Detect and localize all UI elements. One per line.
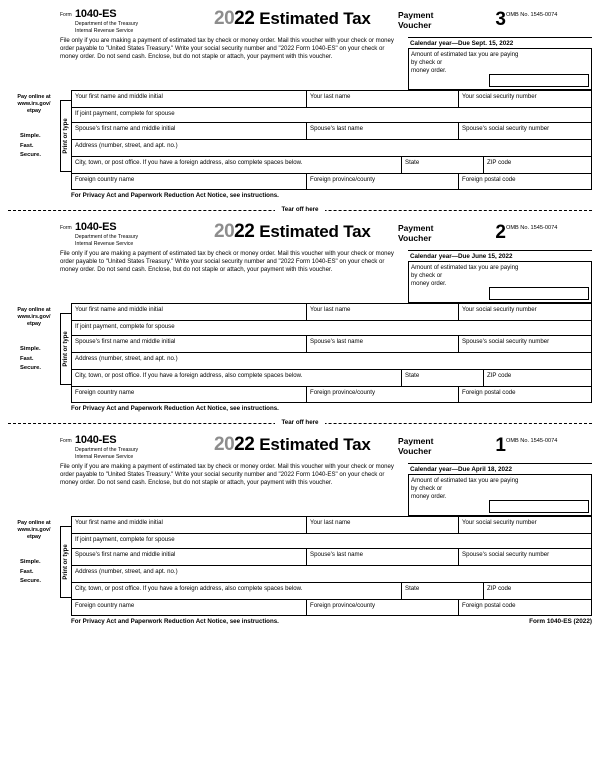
instructions-text: File only if you are making a payment of estimated tax by check or money order. Mail this voucher with your check or money order payable to "United States Treasury." Write your social security number and "2022 Form 1040-ES" on your check or money order. Do not send cash. Enclose, but do not staple or attach, your payment with this voucher. <box>60 37 394 61</box>
payment-voucher-block <box>398 8 506 38</box>
amount-label-2: by check or <box>411 59 443 66</box>
last-name-field[interactable]: Your last name <box>307 517 459 533</box>
secure-label: Secure. <box>20 365 41 371</box>
ssn-field[interactable]: Your social security number <box>462 306 537 313</box>
tear-off-label: Tear off here <box>275 206 324 213</box>
amount-entry-field[interactable] <box>489 287 589 300</box>
pay-online-line-2: www.irs.gov/ <box>17 527 51 533</box>
amount-paying-box <box>408 49 592 90</box>
fast-label: Fast. <box>20 568 34 575</box>
state-field[interactable]: State <box>402 583 484 599</box>
fast-label: Fast. <box>20 355 34 362</box>
voucher-number: 1 <box>495 435 506 456</box>
foreign-province-field[interactable]: Foreign province/county <box>307 174 459 189</box>
pay-online-line-2: www.irs.gov/ <box>17 101 51 107</box>
pay-online-line-1: Pay online at <box>17 520 51 526</box>
zip-field[interactable]: ZIP code <box>487 372 512 379</box>
zip-field[interactable]: ZIP code <box>487 585 512 592</box>
instructions-block <box>60 37 408 90</box>
foreign-row <box>72 600 591 615</box>
privacy-notice: For Privacy Act and Paperwork Reduction Act Notice, see instructions. <box>71 405 279 412</box>
agency-line-1: Department of the Treasury <box>75 21 139 27</box>
form-footer: Form 1040-ES (2022) <box>529 618 592 625</box>
print-or-type-label: Print or type <box>63 331 69 367</box>
privacy-notice: For Privacy Act and Paperwork Reduction Act Notice, see instructions. <box>71 618 279 625</box>
pay-online-line-3: etpay <box>26 534 42 540</box>
form-number: 1040-ES <box>75 434 117 446</box>
spouse-last-name-field[interactable]: Spouse's last name <box>307 549 459 565</box>
joint-row <box>72 108 591 123</box>
agency-line-2: Internal Revenue Service <box>75 241 134 248</box>
form-word-label: Form <box>60 12 72 18</box>
voucher-header <box>8 221 592 251</box>
amount-block <box>408 250 592 303</box>
amount-label-3: money order. <box>411 493 447 500</box>
title-text: Estimated Tax <box>259 222 371 241</box>
simple-fast-secure <box>8 345 58 374</box>
form-word-label: Form <box>60 438 72 444</box>
tear-off-divider-2 <box>8 419 592 428</box>
amount-block <box>408 463 592 516</box>
zip-field[interactable]: ZIP code <box>487 159 512 166</box>
name-row <box>72 91 591 108</box>
spouse-ssn-field[interactable]: Spouse's social security number <box>462 125 550 132</box>
payment-voucher-label <box>398 436 489 456</box>
address-row <box>72 566 591 583</box>
print-or-type-label: Print or type <box>63 544 69 580</box>
form-number: 1040-ES <box>75 221 117 233</box>
tear-off-label: Tear off here <box>275 419 324 426</box>
simple-label: Simple. <box>20 133 41 139</box>
taxpayer-entry-grid <box>71 303 592 403</box>
voucher-3 <box>8 8 592 199</box>
amount-paying-box <box>408 262 592 303</box>
year-prefix: 20 <box>214 8 235 29</box>
print-or-type-label: Print or type <box>63 118 69 154</box>
amount-paying-box <box>408 475 592 516</box>
spouse-first-name-field[interactable]: Spouse's first name and middle initial <box>72 123 307 139</box>
address-field[interactable]: Address (number, street, and apt. no.) <box>75 142 178 149</box>
calendar-due-line: Calendar year—Due June 15, 2022 <box>408 250 592 262</box>
print-or-type-sidebar <box>60 313 71 385</box>
amount-label-3: money order. <box>411 67 447 74</box>
city-row <box>72 370 591 387</box>
year-suffix: 22 <box>234 434 255 455</box>
spouse-row <box>72 336 591 353</box>
name-row <box>72 517 591 534</box>
last-name-field[interactable]: Your last name <box>307 304 459 320</box>
pay-online-line-3: etpay <box>26 108 42 114</box>
amount-block <box>408 37 592 90</box>
foreign-country-field[interactable]: Foreign country name <box>72 387 307 402</box>
secure-label: Secure. <box>20 578 41 584</box>
foreign-postal-field[interactable]: Foreign postal code <box>462 389 516 396</box>
agency-line-1: Department of the Treasury <box>75 234 139 240</box>
foreign-province-field[interactable]: Foreign province/county <box>307 600 459 615</box>
ssn-field[interactable]: Your social security number <box>462 93 537 100</box>
first-name-field[interactable]: Your first name and middle initial <box>72 517 307 533</box>
spouse-last-name-field[interactable]: Spouse's last name <box>307 336 459 352</box>
voucher-header <box>8 8 592 38</box>
payment-word: Payment <box>398 10 434 20</box>
taxpayer-entry-grid <box>71 516 592 616</box>
voucher-word: Voucher <box>398 20 432 30</box>
foreign-country-field[interactable]: Foreign country name <box>72 600 307 615</box>
simple-label: Simple. <box>20 559 41 565</box>
amount-entry-field[interactable] <box>489 74 589 87</box>
amount-label-3: money order. <box>411 280 447 287</box>
address-field[interactable]: Address (number, street, and apt. no.) <box>75 568 178 575</box>
foreign-postal-field[interactable]: Foreign postal code <box>462 602 516 609</box>
agency-line-1: Department of the Treasury <box>75 447 139 453</box>
instructions-text: File only if you are making a payment of estimated tax by check or money order. Mail this voucher with your check or money order payable to "United States Treasury." Write your social security number and "2022 Form 1040-ES" on your check or money order. Do not send cash. Enclose, but do not staple or attach, your payment with this voucher. <box>60 463 394 487</box>
voucher-header <box>8 434 592 464</box>
spouse-last-name-field[interactable]: Spouse's last name <box>307 123 459 139</box>
voucher-number: 3 <box>495 9 506 30</box>
form-title <box>210 221 398 251</box>
form-identifier <box>60 434 210 464</box>
payment-voucher-block <box>398 434 506 464</box>
spouse-row <box>72 549 591 566</box>
form-identifier <box>60 8 210 38</box>
year-suffix: 22 <box>234 8 255 29</box>
pay-online-line-2: www.irs.gov/ <box>17 314 51 320</box>
amount-label-1: Amount of estimated tax you are paying <box>411 51 519 58</box>
payment-voucher-block <box>398 221 506 251</box>
first-name-field[interactable]: Your first name and middle initial <box>72 91 307 107</box>
voucher-body <box>8 37 592 90</box>
joint-row <box>72 321 591 336</box>
joint-row <box>72 534 591 549</box>
spouse-first-name-field[interactable]: Spouse's first name and middle initial <box>72 549 307 565</box>
instructions-block <box>60 463 408 516</box>
foreign-row <box>72 174 591 189</box>
foreign-country-field[interactable]: Foreign country name <box>72 174 307 189</box>
spouse-first-name-field[interactable]: Spouse's first name and middle initial <box>72 336 307 352</box>
simple-label: Simple. <box>20 346 41 352</box>
payment-voucher-label <box>398 223 489 243</box>
year-prefix: 20 <box>214 221 235 242</box>
taxpayer-entry-grid <box>71 90 592 190</box>
voucher-body <box>8 463 592 516</box>
fast-label: Fast. <box>20 142 34 149</box>
simple-fast-secure <box>8 558 58 587</box>
amount-entry-field[interactable] <box>489 500 589 513</box>
voucher-2 <box>8 221 592 412</box>
payment-voucher-label <box>398 10 489 30</box>
state-field[interactable]: State <box>402 157 484 173</box>
name-row <box>72 304 591 321</box>
title-text: Estimated Tax <box>259 435 371 454</box>
calendar-due-line: Calendar year—Due Sept. 15, 2022 <box>408 37 592 49</box>
agency-line-2: Internal Revenue Service <box>75 454 134 461</box>
city-row <box>72 157 591 174</box>
pay-online-line-1: Pay online at <box>17 307 51 313</box>
form-identifier <box>60 221 210 251</box>
first-name-field[interactable]: Your first name and middle initial <box>72 304 307 320</box>
omb-number: OMB No. 1545-0074 <box>506 438 558 444</box>
spouse-ssn-field[interactable]: Spouse's social security number <box>462 551 550 558</box>
voucher-body <box>8 250 592 303</box>
form-number: 1040-ES <box>75 8 117 20</box>
form-title <box>210 434 398 464</box>
instructions-text: File only if you are making a payment of estimated tax by check or money order. Mail this voucher with your check or money order payable to "United States Treasury." Write your social security number and "2022 Form 1040-ES" on your check or money order. Do not send cash. Enclose, but do not staple or attach, your payment with this voucher. <box>60 250 394 274</box>
amount-label-1: Amount of estimated tax you are paying <box>411 264 519 271</box>
voucher-word: Voucher <box>398 446 432 456</box>
voucher-1 <box>8 434 592 625</box>
secure-label: Secure. <box>20 152 41 158</box>
spouse-row <box>72 123 591 140</box>
spouse-ssn-field[interactable]: Spouse's social security number <box>462 338 550 345</box>
instructions-block <box>60 250 408 303</box>
pay-online-line-3: etpay <box>26 321 42 327</box>
city-field[interactable]: City, town, or post office. If you have a foreign address, also complete spaces below. <box>72 583 402 599</box>
address-field[interactable]: Address (number, street, and apt. no.) <box>75 355 178 362</box>
voucher-word: Voucher <box>398 233 432 243</box>
year-prefix: 20 <box>214 434 235 455</box>
state-field[interactable]: State <box>402 370 484 386</box>
payment-word: Payment <box>398 436 434 446</box>
joint-payment-label: If joint payment, complete for spouse <box>75 536 175 543</box>
foreign-postal-field[interactable]: Foreign postal code <box>462 176 516 183</box>
pay-online-line-1: Pay online at <box>17 94 51 100</box>
calendar-due-line: Calendar year—Due April 18, 2022 <box>408 463 592 475</box>
omb-number: OMB No. 1545-0074 <box>506 12 558 18</box>
city-row <box>72 583 591 600</box>
city-field[interactable]: City, town, or post office. If you have a foreign address, also complete spaces below. <box>72 157 402 173</box>
amount-label-1: Amount of estimated tax you are paying <box>411 477 519 484</box>
title-text: Estimated Tax <box>259 9 371 28</box>
simple-fast-secure <box>8 132 58 161</box>
pay-online-note <box>8 94 60 115</box>
year-suffix: 22 <box>234 221 255 242</box>
amount-label-2: by check or <box>411 272 443 279</box>
foreign-province-field[interactable]: Foreign province/county <box>307 387 459 402</box>
amount-label-2: by check or <box>411 485 443 492</box>
omb-number: OMB No. 1545-0074 <box>506 225 558 231</box>
city-field[interactable]: City, town, or post office. If you have a foreign address, also complete spaces below. <box>72 370 402 386</box>
foreign-row <box>72 387 591 402</box>
print-or-type-sidebar <box>60 526 71 598</box>
ssn-field[interactable]: Your social security number <box>462 519 537 526</box>
address-row <box>72 353 591 370</box>
agency-line-2: Internal Revenue Service <box>75 28 134 35</box>
print-or-type-sidebar <box>60 100 71 172</box>
form-title <box>210 8 398 38</box>
voucher-number: 2 <box>495 222 506 243</box>
form-word-label: Form <box>60 225 72 231</box>
pay-online-note <box>8 520 60 541</box>
joint-payment-label: If joint payment, complete for spouse <box>75 323 175 330</box>
pay-online-note <box>8 307 60 328</box>
joint-payment-label: If joint payment, complete for spouse <box>75 110 175 117</box>
privacy-notice: For Privacy Act and Paperwork Reduction Act Notice, see instructions. <box>71 192 279 199</box>
address-row <box>72 140 591 157</box>
last-name-field[interactable]: Your last name <box>307 91 459 107</box>
payment-word: Payment <box>398 223 434 233</box>
tear-off-divider-1 <box>8 206 592 215</box>
